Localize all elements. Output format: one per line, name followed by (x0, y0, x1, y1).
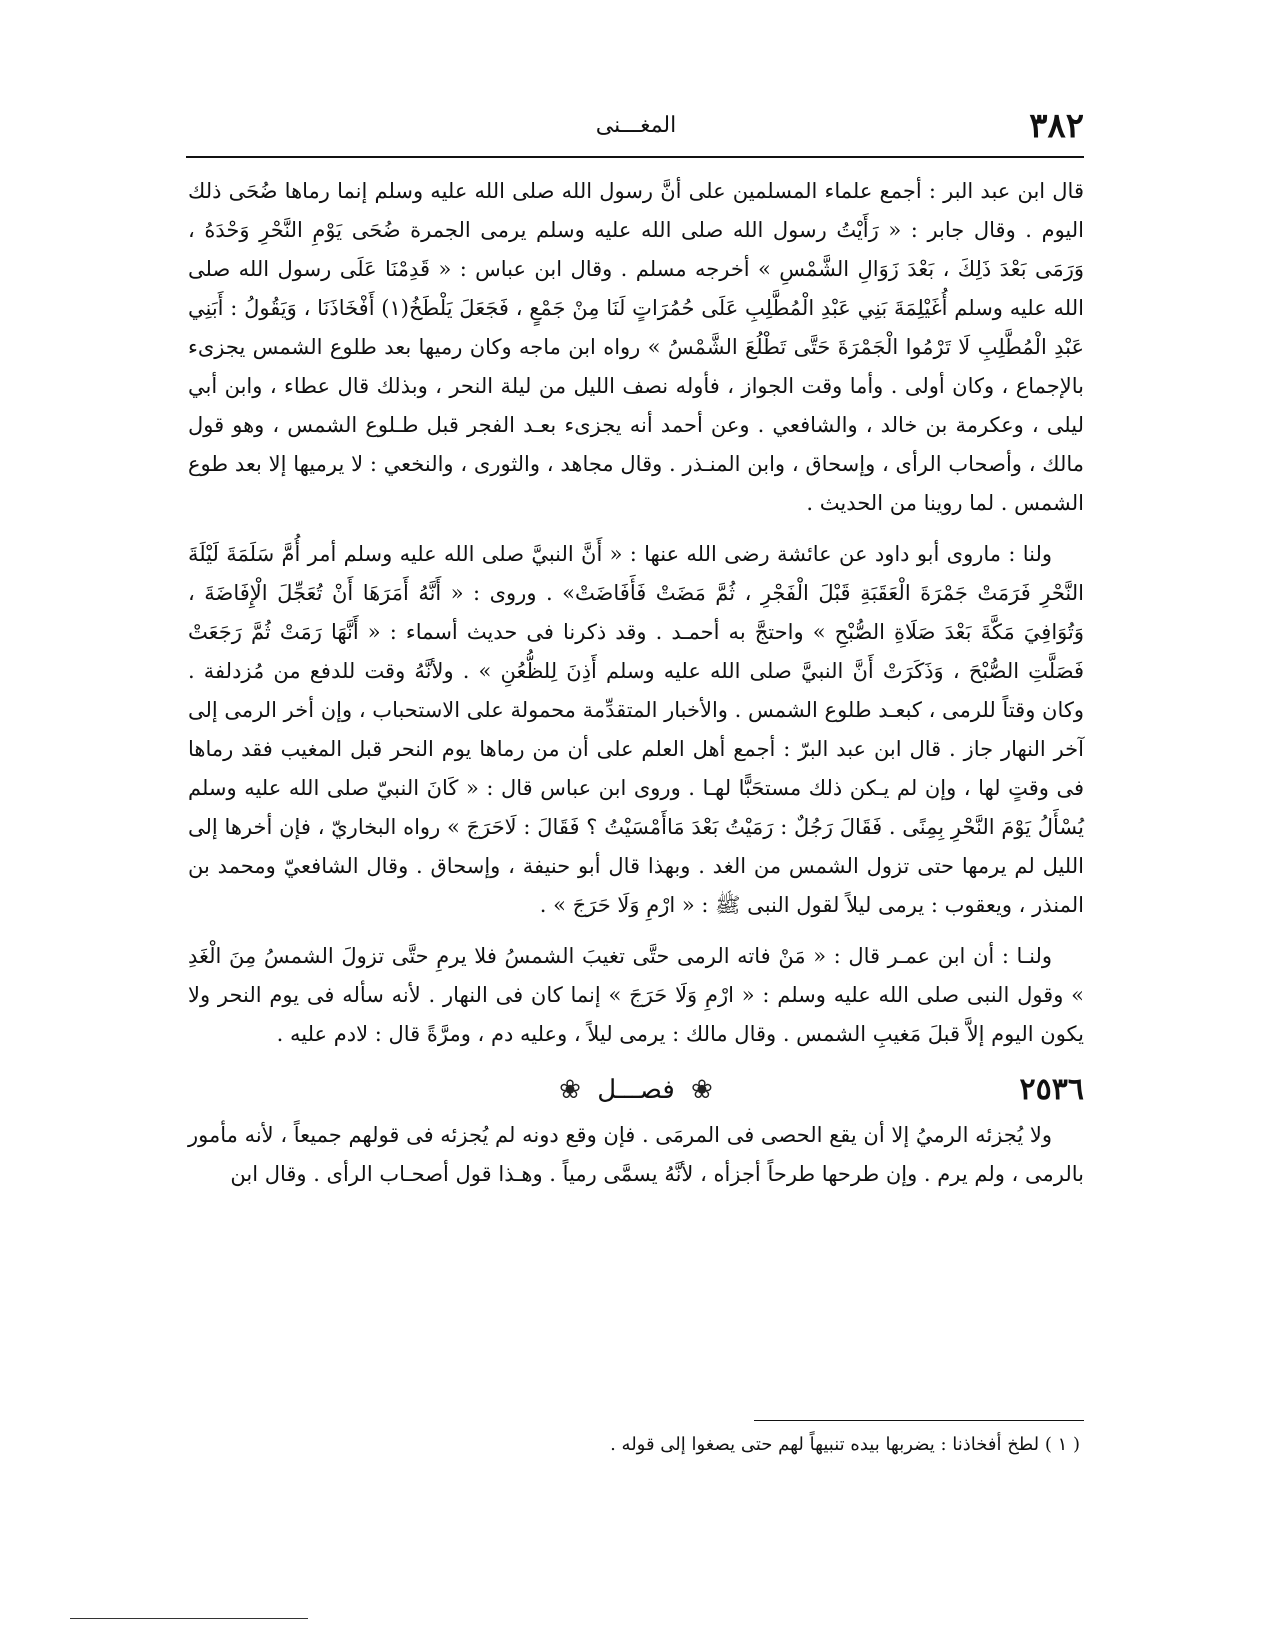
section-paragraph: ولا يُجزئه الرميُ إلا أن يقع الحصى فى المرمَى . فإن وقع دونه لم يُجزئه فى قولهم جميعاً ، لأنه مأمور بالرمى ، ولم يرم . وإن طرحها طرحاً أجزأه ، لأنَّهُ يسمَّى رمياً . وهـذا قول أصحـاب الرأى . وقال ابن (188, 1123, 1084, 1186)
running-title: المغـــنى (595, 113, 677, 138)
section-heading (188, 1064, 1084, 1116)
ornament-right-icon: ❀ (691, 1075, 713, 1105)
section-title: فصـــل (597, 1075, 675, 1105)
paragraph-2: ولنا : ماروى أبو داود عن عائشة رضى الله عنها : « أَنَّ النبيَّ صلى الله عليه وسلم أمر أُمَّ سَلَمَةَ لَيْلَةَ النَّحْرِ فَرَمَتْ جَمْرَةَ الْعَقَبَةِ قَبْلَ الْفَجْرِ ، ثُمَّ مَضَتْ فَأَفَاضَتْ» . وروى : « أَنَّهُ أَمَرَهَا أَنْ تُعَجِّلَ الْإِفَاضَةَ ، وَتُوَافِيَ مَكَّةَ بَعْدَ صَلَاةِ الصُّبْحِ » واحتجَّ به أحمـد . وقد ذكرنا فى حديث أسماء : « أَنَّهَا رَمَتْ ثُمَّ رَجَعَتْ فَصَلَّتِ الصُّبْحَ ، وَذَكَرَتْ أَنَّ النبيَّ صلى الله عليه وسلم أَذِنَ لِلظُّعُنِ » . ولأنَّهُ وقت للدفع من مُزدلفة . وكان وقتاً للرمى ، كبعـد طلوع الشمس . والأخبار المتقدِّمة محمولة على الاستحباب ، وإن أخر الرمى إلى آخر النهار جاز . قال ابن عبد البرّ : أجمع أهل العلم على أن من رماها يوم النحر قبل المغيب فقد رماها فى وقتٍ لها ، وإن لم يـكن ذلك مستحَبًّا لهـا . وروى ابن عباس قال : « كَانَ النبيّ صلى الله عليه وسلم يُسْأَلُ يَوْمَ النَّحْرِ بِمِنًى . فَقَالَ رَجُلٌ : رَمَيْتُ بَعْدَ مَاأَمْسَيْتُ ؟ فَقَالَ : لَاحَرَجَ » رواه البخاريّ ، فإن أخرها إلى الليل لم يرمها حتى تزول الشمس من الغد . وبهذا قال أبو حنيفة ، وإسحاق . وقال الشافعيّ ومحمد بن المنذر ، ويعقوب : يرمى ليلاً لقول النبى ﷺ : « ارْمِ وَلَا حَرَجَ » . (188, 542, 1084, 917)
bottom-rule (70, 1618, 308, 1619)
section-title-wrap (188, 1068, 1084, 1112)
ornament-left-icon: ❀ (559, 1075, 581, 1105)
body-text (188, 172, 1084, 1194)
page-number: ٣٨٢ (1029, 106, 1084, 146)
footnote: ( ١ ) لطخ أفخاذنا : يضربها بيده تنبيهاً لهم حتى يصغوا إلى قوله . (610, 1434, 1080, 1455)
section-number: ٢٥٣٦ (1019, 1072, 1084, 1107)
footnote-rule (754, 1420, 1084, 1421)
page-header (188, 104, 1084, 148)
paragraph-3: ولنـا : أن ابن عمـر قال : « مَنْ فاته الرمى حتَّى تغيبَ الشمسُ فلا يرمِ حتَّى تزولَ الشمسُ مِنَ الْغَدِ » وقول النبى صلى الله عليه وسلم : « ارْمِ وَلَا حَرَجَ » إنما كان فى النهار . لأنه سأله فى يوم النحر ولا يكون اليوم إلاَّ قبلَ مَغيبِ الشمس . وقال مالك : يرمى ليلاً ، وعليه دم ، ومرَّةً قال : لادم عليه . (188, 944, 1084, 1046)
paragraph-1: قال ابن عبد البر : أجمع علماء المسلمين على أنَّ رسول الله صلى الله عليه وسلم إنما رماها ضُحَى ذلك اليوم . وقال جابر : « رَأَيْتُ رسول الله صلى الله عليه وسلم يرمى الجمرة ضُحَى يَوْمِ النَّحْرِ وَحْدَهُ ، وَرَمَى بَعْدَ ذَلِكَ ، بَعْدَ زَوَالِ الشَّمْسِ » أخرجه مسلم . وقال ابن عباس : « قَدِمْنَا عَلَى رسول الله صلى الله عليه وسلم أُغَيْلِمَةَ بَنِي عَبْدِ الْمُطَّلِبِ عَلَى حُمُرَاتٍ لَنَا مِنْ جَمْعٍ ، فَجَعَلَ يَلْطَخُ(١) أَفْخَاذَنَا ، وَيَقُولُ : أَبَنِي عَبْدِ الْمُطَّلِبِ لَا تَرْمُوا الْجَمْرَةَ حَتَّى تَطْلُعَ الشَّمْسُ » رواه ابن ماجه وكان رميها بعد طلوع الشمس يجزىء بالإجماع ، وكان أولى . وأما وقت الجواز ، فأوله نصف الليل من ليلة النحر ، وبذلك قال عطاء ، وابن أبي ليلى ، وعكرمة بن خالد ، والشافعي . وعن أحمد أنه يجزىء بعـد الفجر قبل طـلوع الشمس ، وهو قول مالك ، وأصحاب الرأى ، وإسحاق ، وابن المنـذر . وقال مجاهد ، والثورى ، والنخعي : لا يرميها إلا بعد طوع الشمس . لما روينا من الحديث . (188, 179, 1084, 515)
header-rule (186, 156, 1084, 158)
